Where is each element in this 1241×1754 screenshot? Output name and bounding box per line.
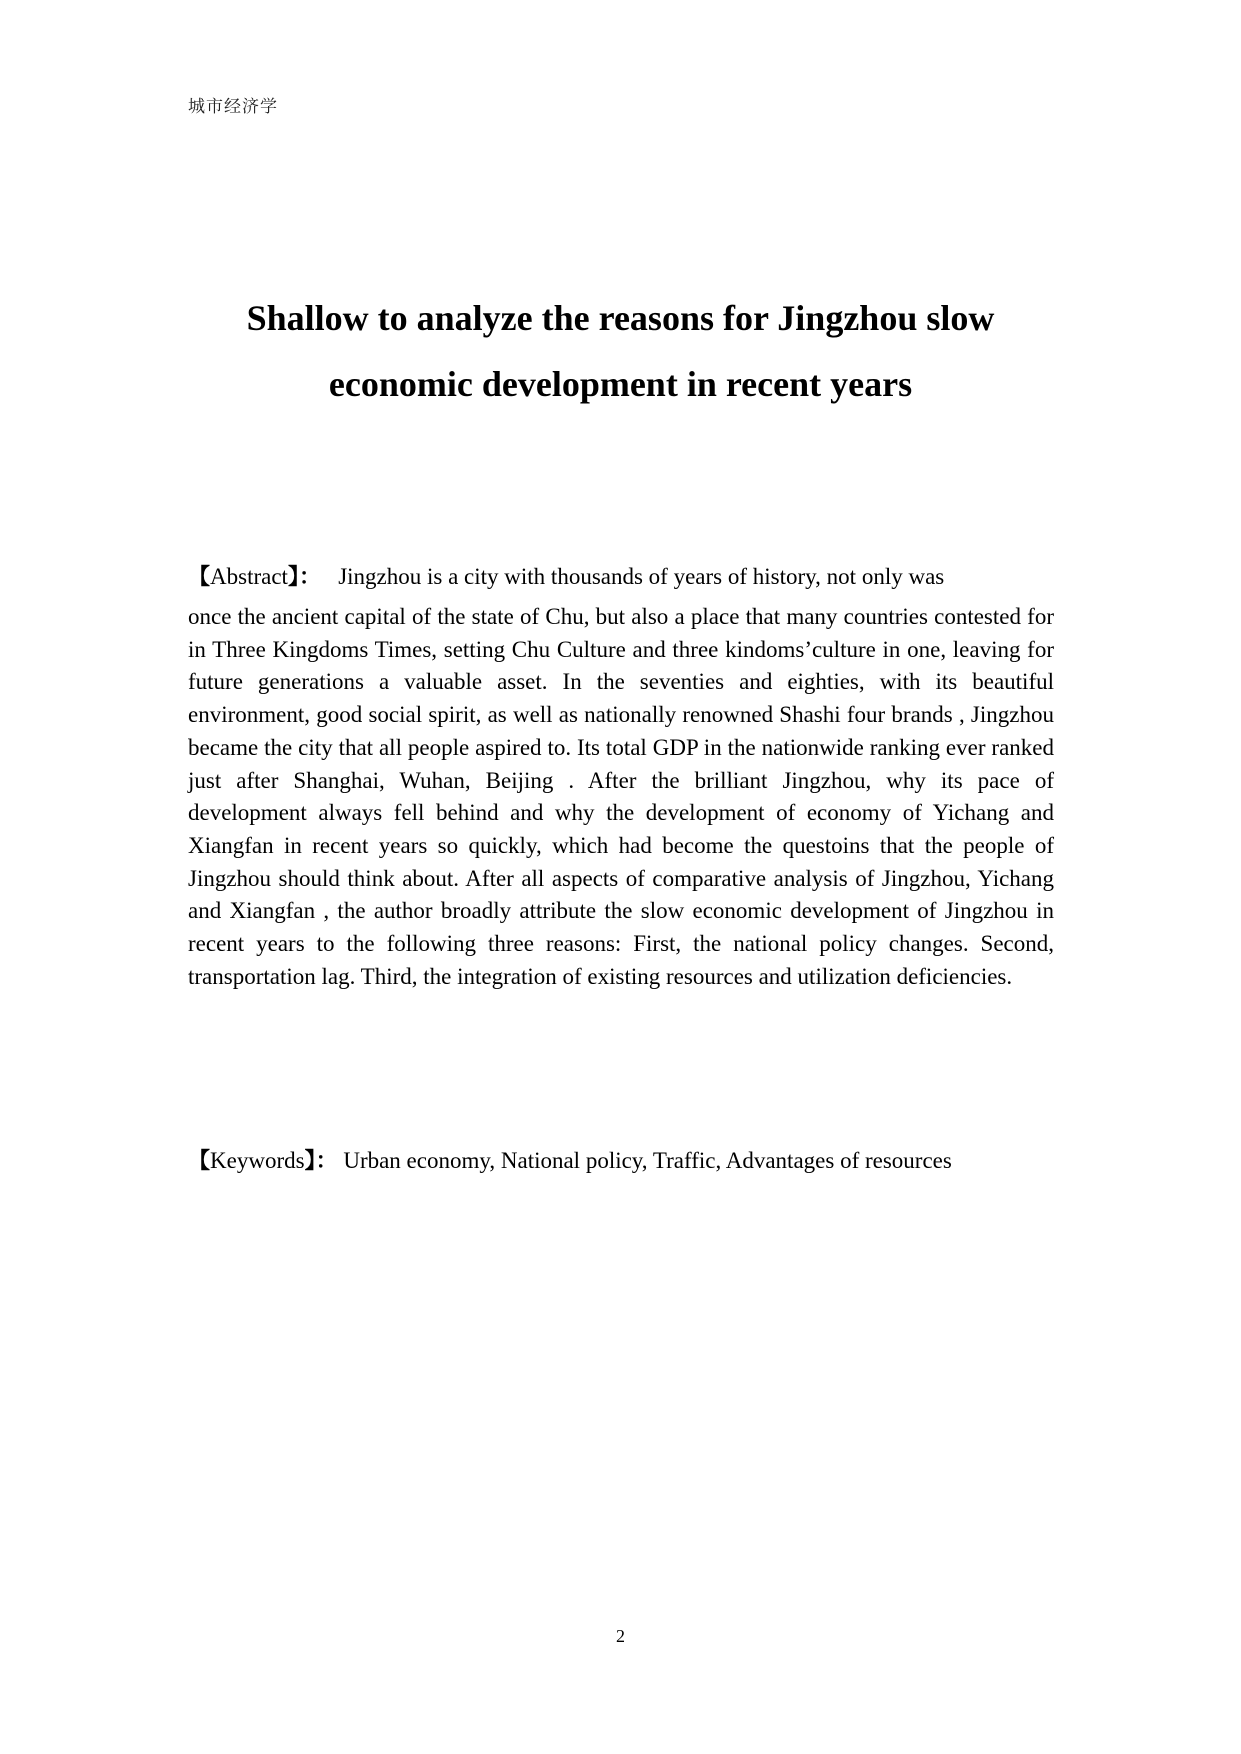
abstract-close-bracket: 】：	[287, 565, 321, 590]
keywords-text: Urban economy, National policy, Traffic, Advantages of resources	[343, 1148, 952, 1173]
keywords-label: Keywords	[210, 1148, 305, 1173]
running-header: 城市经济学	[188, 97, 278, 117]
keywords-section	[188, 1141, 1054, 1182]
abstract-open-bracket: 【	[188, 565, 211, 590]
paper-title	[150, 285, 1091, 417]
abstract-label: Abstract	[210, 564, 288, 589]
title-line-1: Shallow to analyze the reasons for Jingzhou slow	[246, 298, 995, 338]
page-number: 2	[616, 1626, 625, 1646]
abstract-first-line	[188, 554, 1054, 601]
keywords-open-bracket: 【	[188, 1149, 211, 1174]
abstract-first-line-text: Jingzhou is a city with thousands of years of history, not only was	[338, 564, 945, 589]
abstract-section	[188, 554, 1054, 993]
abstract-body: once the ancient capital of the state of Chu, but also a place that many countries contested for in Three Kingdoms Times, setting Chu Culture and three kindoms’culture in one, leaving for future generations a valuable asset. In the seventies and eighties, with its beautiful environment, good social spirit, as well as nationally renowned Shashi four brands , Jingzhou became the city that all people aspired to. Its total GDP in the nationwide ranking ever ranked just after Shanghai, Wuhan, Beijing . After the brilliant Jingzhou, why its pace of development always fell behind and why the development of economy of Yichang and Xiangfan in recent years so quickly, which had become the questoins that the people of Jingzhou should think about. After all aspects of comparative analysis of Jingzhou, Yichang and Xiangfan , the author broadly attribute the slow economic development of Jingzhou in recent years to the following three reasons: First, the national policy changes. Second, transportation lag. Third, the integration of existing resources and utilization deficiencies.	[188, 604, 1054, 989]
keywords-close-bracket: 】：	[304, 1149, 338, 1174]
title-line-2: economic development in recent years	[328, 364, 913, 404]
